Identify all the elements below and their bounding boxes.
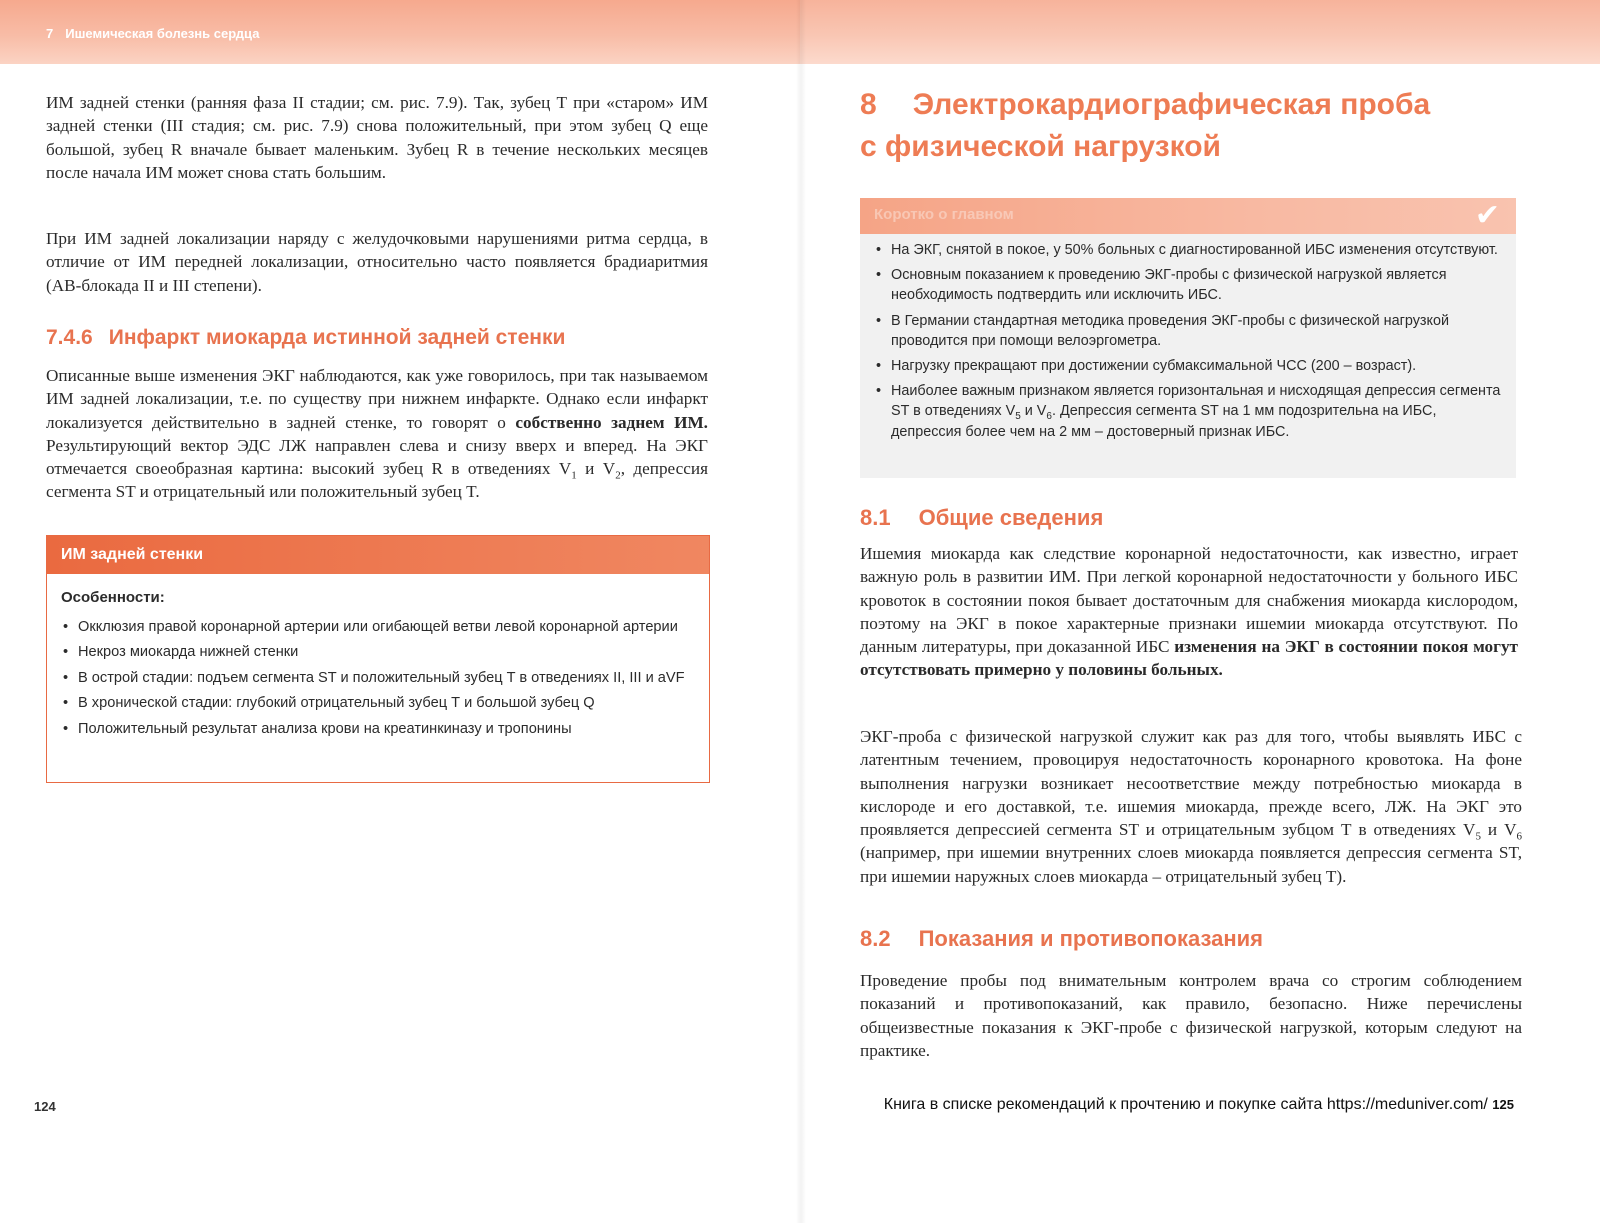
section-title: Инфаркт миокарда истинной задней стенки [108,326,566,349]
section-heading-8-2 [860,926,1263,952]
source-footnote [884,1096,1514,1114]
list-item: • Окклюзия правой коронарной артерии или огибающей ветви левой коронарной артерии [61,617,695,638]
text-run: Описанные выше изменения ЭКГ наблюдаются, как уже говорилось, при так называемом ИМ задней локализации, т.е. по существу при нижнем инфаркте. Однако если инфаркт локализуется действительно в задней стенке, то говорят о [46,366,708,432]
subscript: 5 [1475,830,1481,843]
list-item: • Нагрузку прекращают при достижении субмаксимальной ЧСС (200 – возраст). [874,356,1502,376]
text-run: Наиболее важным признаком является горизонтальная и нисходящая депрессия сегмента ST в отведениях V [891,383,1501,420]
list-item: • На ЭКГ, снятой в покое, у 50% больных с диагностированной ИБС изменения отсутствуют. [874,240,1502,260]
left-page-number: 124 [34,1099,56,1114]
text-run: (например, при ишемии внутренних слоев миокарда появляется депрессия сегмента ST, при ишемии наружных слоев миокарда – отрицательный зубец Т). [860,843,1522,886]
left-paragraph-3 [46,364,708,504]
list-item [874,381,1502,442]
summary-box-body [860,234,1516,455]
section-title: Показания и противопоказания [918,926,1263,951]
text-run: и V [1020,403,1047,420]
running-head-title: Ишемическая болезнь сердца [65,26,260,41]
list-item: • Основным показанием к проведению ЭКГ-пробы с физической нагрузкой является необходимость подтвердить или исключить ИБС. [874,265,1502,305]
subscript: 1 [571,469,577,482]
chapter-number: 8 [860,88,877,121]
right-page-number: 125 [1492,1097,1514,1112]
summary-box-label: Коротко о главном [874,206,1014,223]
checkmark-icon: ✔ [1474,198,1500,233]
list-item: • В острой стадии: подъем сегмента ST и положительный зубец T в отведениях II, III и aVF [61,668,695,689]
page-gutter [796,0,806,1223]
footnote-text: Книга в списке рекомендаций к прочтению и покупке сайта https://meduniver.com/ [883,1096,1488,1113]
info-box-subtitle: Особенности: [61,589,165,606]
text-run: Ишемия миокарда как следствие коронарной недостаточности, как известно, играет важную роль в развитии ИМ. При легкой коронарной недостаточности у больного ИБС кровоток в состоянии покоя бывает достаточным для снабжения миокарда кислородом, поэтому на ЭКГ в покое характерные признаки ишемии миокарда отсутствуют. По данным литературы, при доказанной ИБС [860,544,1518,657]
section-heading-7-4-6 [46,326,708,350]
info-box [46,535,710,783]
info-box-list [61,617,695,740]
left-paragraph-2: При ИМ задней локализации наряду с желудочковыми нарушениями ритма сердца, в отличие от ИМ передней локализации, относительно часто появляется брадиаритмия (АВ-блокада II и III степени). [46,229,708,295]
list-item: • Некроз миокарда нижней стенки [61,642,695,663]
subscript: 5 [1015,411,1021,423]
summary-box [860,198,1516,478]
chapter-title-line-1: Электрокардиографическая проба [912,88,1431,121]
bold-statement: изменения на ЭКГ в состоянии покоя могут отсутствовать примерно у половины больных. [860,637,1518,680]
right-paragraph-2 [860,725,1522,888]
section-heading-8-1 [860,505,1103,531]
right-paragraph-1 [860,542,1518,682]
text-run: и V [576,459,616,479]
bold-term: собственно заднем ИМ. [515,412,708,432]
section-number: 8.1 [860,505,891,530]
subscript: 2 [615,469,621,482]
section-number: 7.4.6 [46,326,93,349]
text-run: . Депрессия сегмента ST на 1 мм подозрительна на ИБС, депрессия более чем на 2 мм – достоверный признак ИБС. [891,403,1437,440]
subscript: 6 [1516,830,1522,843]
left-paragraph-1: ИМ задней стенки (ранняя фаза II стадии; см. рис. 7.9). Так, зубец Т при «старом» ИМ задней стенки (III стадия; см. рис. 7.9) снова положительный, при этом зубец Q еще большой, зубец R вначале бывает маленьким. Зубец R в течение нескольких месяцев после начала ИМ может снова стать большим. [46,93,708,182]
summary-list [874,240,1502,442]
summary-box-header [860,198,1516,234]
section-number: 8.2 [860,926,891,951]
list-item: • Положительный результат анализа крови на креатинкиназу и тропонины [61,719,695,740]
right-paragraph-3: Проведение пробы под внимательным контролем врача со строгим соблюдением показаний и противопоказаний, как правило, безопасно. Ниже перечислены общеизвестные показания к ЭКГ-пробе с физической нагрузкой, которым следуют на практике. [860,971,1522,1060]
running-head [46,26,259,41]
chapter-title-line-2: с физической нагрузкой [860,130,1221,163]
text-run: , депрессия сегмента ST и отрицательный или положительный зубец T. [46,459,708,502]
list-item: • В хронической стадии: глубокий отрицательный зубец Т и большой зубец Q [61,693,695,714]
info-box-title: ИМ задней стенки [47,536,709,574]
info-box-body [47,574,709,753]
running-head-chapter-number: 7 [46,26,54,41]
right-header-band [800,0,1600,64]
subscript: 6 [1046,411,1052,423]
text-run: ЭКГ-проба с физической нагрузкой служит как раз для того, чтобы выявлять ИБС с латентным течением, провоцируя недостаточность коронарного кровотока. На фоне выполнения нагрузки возникает несоответствие между потребностью миокарда в кислороде и его доставкой, т.е. ишемия миокарда, прежде всего, ЛЖ. На ЭКГ это проявляется депрессией сегмента ST и отрицательным зубцом Т в отведениях V [860,727,1522,840]
list-item: • В Германии стандартная методика проведения ЭКГ-пробы с физической нагрузкой проводится при помощи велоэргометра. [874,311,1502,351]
text-run: Результирующий вектор ЭДС ЛЖ направлен слева и снизу вверх и вперед. На ЭКГ отмечается своеобразная картина: высокий зубец R в отведениях V [46,435,708,479]
section-title: Общие сведения [918,505,1104,530]
chapter-title [860,84,1430,168]
text-run: и V [1480,820,1517,840]
